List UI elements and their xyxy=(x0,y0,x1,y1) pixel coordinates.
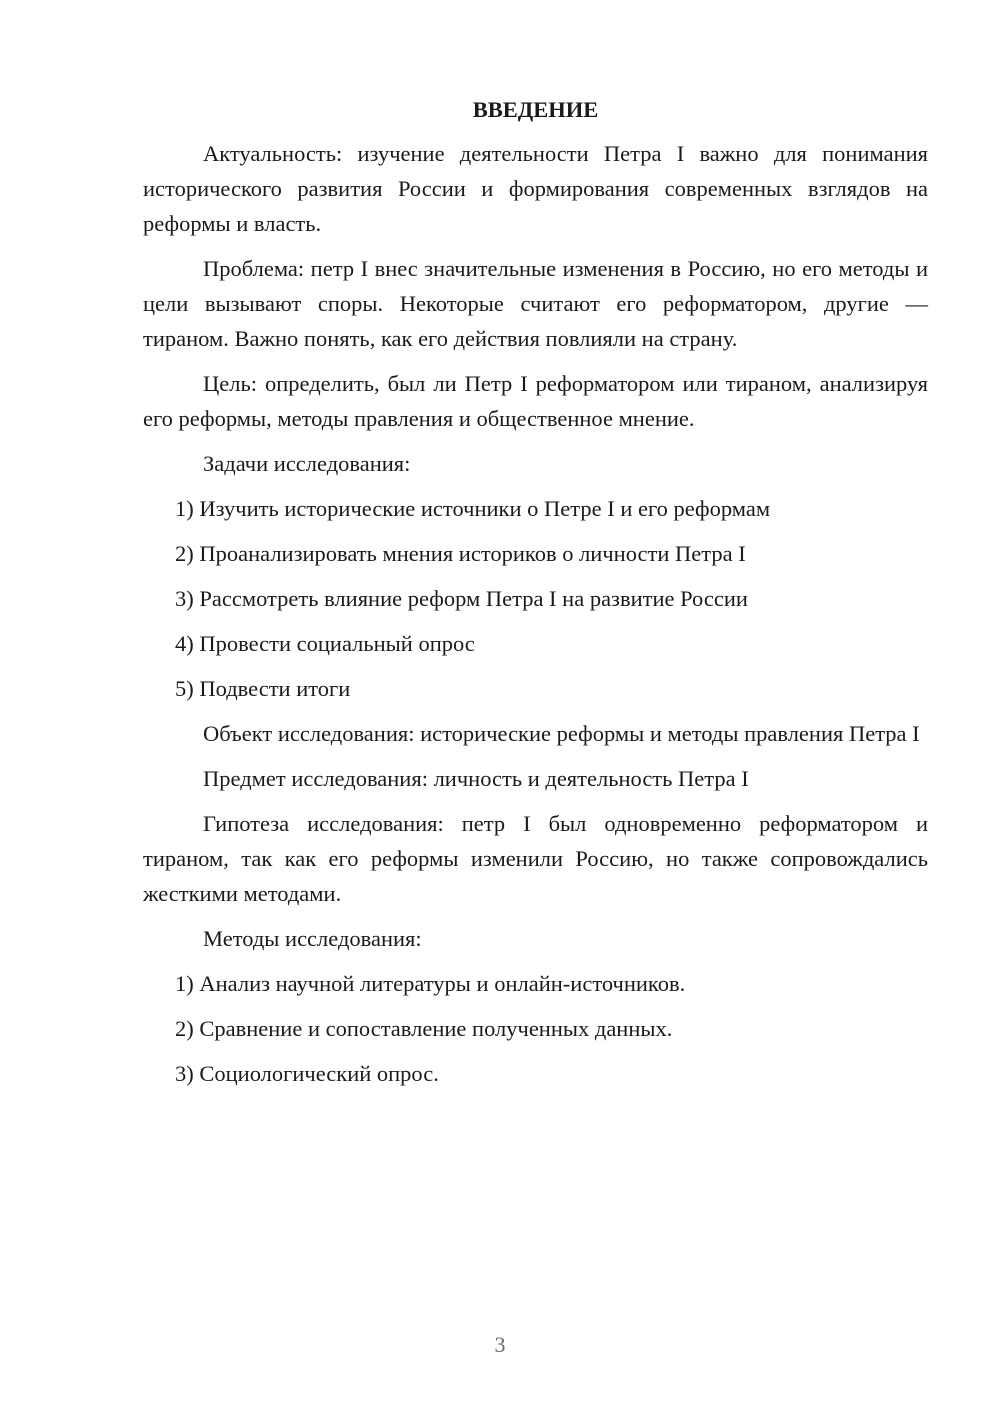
method-item: 1) Анализ научной литературы и онлайн-источников. xyxy=(175,971,686,996)
task-item: 1) Изучить исторические источники о Петре I и его реформам xyxy=(175,496,771,521)
task-item: 5) Подвести итоги xyxy=(175,676,351,701)
problem-paragraph: Проблема: петр I внес значительные изменения в Россию, но его методы и цели вызывают споры. Некоторые считают его реформатором, другие — тираном. Важно понять, как его действия повлияли на страну. xyxy=(143,256,928,351)
goal-paragraph: Цель: определить, был ли Петр I реформатором или тираном, анализируя его реформы, методы правления и общественное мнение. xyxy=(143,371,928,431)
task-item: 4) Провести социальный опрос xyxy=(175,631,475,656)
methods-title: Методы исследования: xyxy=(203,926,422,951)
task-item: 2) Проанализировать мнения историков о личности Петра I xyxy=(175,541,746,566)
method-item: 2) Сравнение и сопоставление полученных данных. xyxy=(175,1016,673,1041)
hypothesis-paragraph: Гипотеза исследования: петр I был одновременно реформатором и тираном, так как его реформы изменили Россию, но также сопровождались жесткими методами. xyxy=(143,811,928,906)
tasks-title: Задачи исследования: xyxy=(203,451,411,476)
document-page xyxy=(143,92,928,1101)
relevance-paragraph: Актуальность: изучение деятельности Петра I важно для понимания исторического развития России и формирования современных взглядов на реформы и власть. xyxy=(143,141,928,236)
method-item: 3) Социологический опрос. xyxy=(175,1061,439,1086)
task-item: 3) Рассмотреть влияние реформ Петра I на развитие России xyxy=(175,586,748,611)
object-paragraph: Объект исследования: исторические реформы и методы правления Петра I xyxy=(203,721,920,746)
page-number: 3 xyxy=(494,1332,506,1357)
subject-paragraph: Предмет исследования: личность и деятельность Петра I xyxy=(203,766,749,791)
section-heading: ВВЕДЕНИЕ xyxy=(472,97,599,122)
